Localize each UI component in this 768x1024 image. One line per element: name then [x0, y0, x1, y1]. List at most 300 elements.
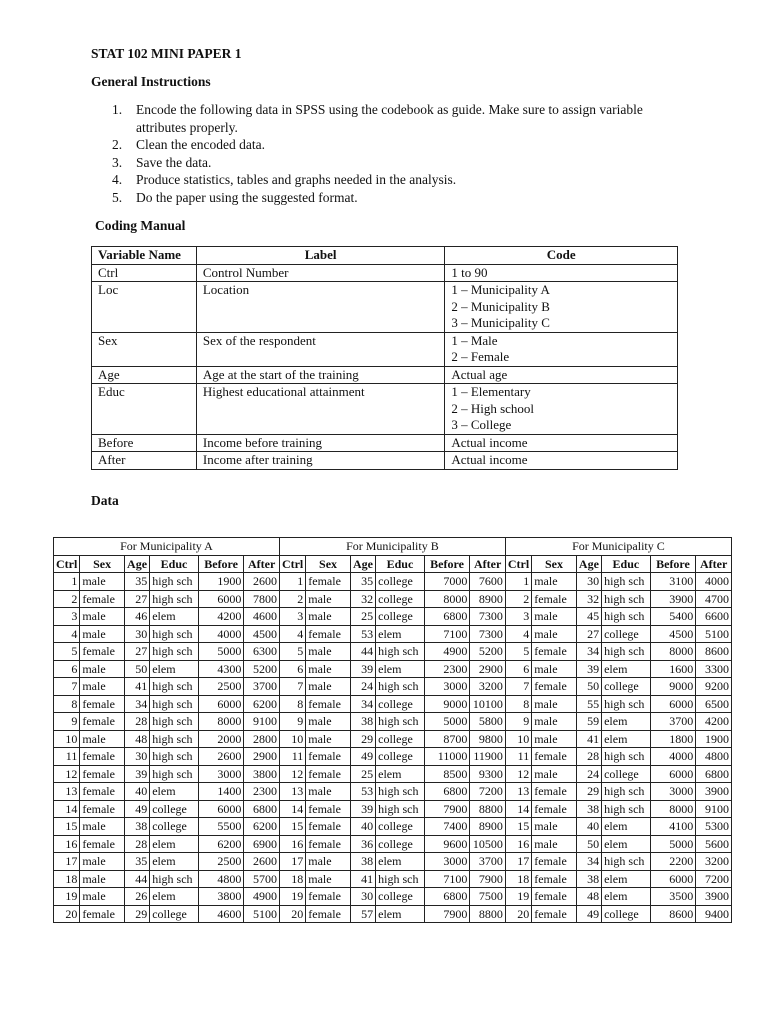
codebook-row — [92, 452, 678, 470]
table-row — [54, 783, 732, 801]
table-cell: 5200 — [470, 643, 506, 661]
table-cell: 38 — [576, 870, 601, 888]
table-cell: 10 — [54, 730, 80, 748]
table-cell: 4600 — [198, 905, 244, 923]
table-cell: female — [80, 695, 125, 713]
code-line: 1 to 90 — [451, 264, 488, 280]
table-cell: 10 — [279, 730, 305, 748]
table-cell: 2 — [279, 590, 305, 608]
table-cell: 5100 — [244, 905, 280, 923]
column-header: Age — [124, 555, 149, 573]
table-cell: 8 — [279, 695, 305, 713]
table-cell: high sch — [376, 713, 425, 731]
table-cell: 18 — [505, 870, 531, 888]
table-cell: high sch — [376, 870, 425, 888]
table-cell: 53 — [350, 625, 375, 643]
table-cell: male — [306, 853, 351, 871]
table-cell: college — [376, 818, 425, 836]
table-cell: high sch — [376, 800, 425, 818]
table-cell: 7500 — [470, 888, 506, 906]
code-line: 1 – Male — [451, 332, 498, 348]
table-cell: 7100 — [424, 870, 470, 888]
table-cell: male — [80, 853, 125, 871]
table-cell: 14 — [505, 800, 531, 818]
variable-name: Before — [92, 434, 197, 452]
table-row — [54, 905, 732, 923]
table-cell: college — [376, 590, 425, 608]
table-cell: 8800 — [470, 800, 506, 818]
table-cell: 20 — [279, 905, 305, 923]
table-row — [54, 853, 732, 871]
table-cell: elem — [150, 853, 199, 871]
table-cell: male — [306, 643, 351, 661]
table-cell: 11000 — [424, 748, 470, 766]
table-cell: male — [532, 835, 577, 853]
table-cell: 7600 — [470, 573, 506, 591]
table-cell: 4200 — [696, 713, 732, 731]
table-cell: 4800 — [198, 870, 244, 888]
table-cell: 1900 — [696, 730, 732, 748]
column-header: Age — [576, 555, 601, 573]
table-row — [54, 608, 732, 626]
table-cell: 2500 — [198, 853, 244, 871]
table-cell: 5500 — [198, 818, 244, 836]
column-header: Ctrl — [54, 555, 80, 573]
table-cell: 16 — [54, 835, 80, 853]
table-cell: male — [80, 818, 125, 836]
table-cell: high sch — [376, 783, 425, 801]
table-cell: 7800 — [244, 590, 280, 608]
table-cell: 9300 — [470, 765, 506, 783]
table-row — [54, 870, 732, 888]
table-cell: 1800 — [650, 730, 696, 748]
table-cell: high sch — [602, 573, 651, 591]
table-cell: 5 — [279, 643, 305, 661]
table-cell: 3500 — [650, 888, 696, 906]
table-cell: 4800 — [696, 748, 732, 766]
table-cell: 34 — [576, 853, 601, 871]
code-line: 3 – Municipality C — [451, 315, 550, 330]
instruction-item — [112, 154, 682, 172]
table-cell: 39 — [576, 660, 601, 678]
table-cell: 3300 — [696, 660, 732, 678]
table-cell: female — [80, 905, 125, 923]
table-cell: female — [532, 643, 577, 661]
table-cell: high sch — [602, 853, 651, 871]
table-cell: 5000 — [198, 643, 244, 661]
table-cell: high sch — [150, 625, 199, 643]
table-cell: male — [306, 730, 351, 748]
table-cell: female — [532, 783, 577, 801]
page-title: STAT 102 MINI PAPER 1 — [91, 46, 242, 61]
table-cell: female — [532, 678, 577, 696]
variable-label: Highest educational attainment — [196, 384, 444, 435]
table-row — [54, 573, 732, 591]
table-cell: male — [80, 730, 125, 748]
table-cell: 10 — [505, 730, 531, 748]
table-cell: elem — [602, 660, 651, 678]
table-cell: 5 — [505, 643, 531, 661]
table-cell: 55 — [576, 695, 601, 713]
table-cell: female — [532, 888, 577, 906]
table-cell: 6 — [505, 660, 531, 678]
table-cell: 32 — [350, 590, 375, 608]
table-cell: 6800 — [424, 608, 470, 626]
table-cell: 9 — [505, 713, 531, 731]
table-cell: 5000 — [650, 835, 696, 853]
table-cell: 7300 — [470, 625, 506, 643]
table-cell: 7900 — [424, 905, 470, 923]
table-cell: 8000 — [424, 590, 470, 608]
table-cell: high sch — [602, 783, 651, 801]
table-cell: 35 — [124, 573, 149, 591]
table-cell: 3000 — [198, 765, 244, 783]
table-cell: 1400 — [198, 783, 244, 801]
table-cell: male — [532, 765, 577, 783]
table-cell: college — [602, 625, 651, 643]
instructions-list — [112, 101, 682, 206]
codebook-table — [91, 246, 678, 470]
table-cell: 3800 — [244, 765, 280, 783]
table-row — [54, 695, 732, 713]
table-cell: 8000 — [650, 643, 696, 661]
table-row — [54, 800, 732, 818]
instruction-item — [112, 136, 682, 154]
table-cell: high sch — [602, 608, 651, 626]
variable-name: Loc — [92, 282, 197, 333]
instruction-text: Clean the encoded data. — [136, 137, 265, 152]
table-cell: 3 — [505, 608, 531, 626]
variable-name: Age — [92, 366, 197, 384]
table-cell: 11 — [54, 748, 80, 766]
table-cell: male — [306, 678, 351, 696]
table-cell: male — [532, 625, 577, 643]
table-cell: 9200 — [696, 678, 732, 696]
data-heading: Data — [91, 493, 119, 508]
table-cell: female — [80, 590, 125, 608]
table-cell: 38 — [350, 713, 375, 731]
table-cell: male — [532, 660, 577, 678]
table-cell: male — [80, 660, 125, 678]
table-cell: 2000 — [198, 730, 244, 748]
table-cell: 9100 — [696, 800, 732, 818]
table-cell: college — [602, 678, 651, 696]
column-header: Label — [196, 247, 444, 265]
table-cell: elem — [150, 660, 199, 678]
table-cell: 4300 — [198, 660, 244, 678]
table-cell: 9 — [54, 713, 80, 731]
table-cell: 4100 — [650, 818, 696, 836]
table-cell: 2500 — [198, 678, 244, 696]
table-cell: 6200 — [198, 835, 244, 853]
table-cell: 3000 — [424, 678, 470, 696]
table-cell: 9400 — [696, 905, 732, 923]
variable-code — [445, 434, 678, 452]
codebook-row — [92, 264, 678, 282]
table-cell: high sch — [150, 573, 199, 591]
table-cell: female — [80, 748, 125, 766]
table-cell: 9600 — [424, 835, 470, 853]
table-cell: elem — [150, 608, 199, 626]
table-cell: 12 — [54, 765, 80, 783]
table-cell: 2900 — [470, 660, 506, 678]
table-cell: 5000 — [424, 713, 470, 731]
table-cell: 2 — [505, 590, 531, 608]
table-cell: 34 — [124, 695, 149, 713]
table-cell: female — [306, 573, 351, 591]
table-cell: 45 — [576, 608, 601, 626]
table-cell: male — [532, 730, 577, 748]
instruction-number: 3. — [112, 154, 123, 170]
table-cell: 9000 — [650, 678, 696, 696]
table-cell: 48 — [124, 730, 149, 748]
table-cell: 1 — [279, 573, 305, 591]
table-cell: 12 — [505, 765, 531, 783]
table-cell: female — [306, 695, 351, 713]
table-cell: 59 — [576, 713, 601, 731]
table-cell: 11900 — [470, 748, 506, 766]
table-cell: male — [80, 625, 125, 643]
table-cell: male — [306, 783, 351, 801]
table-cell: 24 — [576, 765, 601, 783]
table-cell: 30 — [576, 573, 601, 591]
table-cell: 19 — [505, 888, 531, 906]
table-cell: 6000 — [650, 765, 696, 783]
table-cell: 9 — [279, 713, 305, 731]
table-cell: elem — [376, 853, 425, 871]
column-header: Ctrl — [505, 555, 531, 573]
table-cell: 5400 — [650, 608, 696, 626]
table-cell: 50 — [124, 660, 149, 678]
table-cell: 49 — [124, 800, 149, 818]
table-cell: 53 — [350, 783, 375, 801]
table-cell: 9800 — [470, 730, 506, 748]
table-cell: 6200 — [244, 695, 280, 713]
table-row — [54, 765, 732, 783]
table-row — [54, 590, 732, 608]
table-cell: elem — [376, 660, 425, 678]
code-line: 2 – High school — [451, 400, 535, 416]
table-cell: college — [602, 905, 651, 923]
table-cell: 4000 — [696, 573, 732, 591]
table-cell: 4 — [54, 625, 80, 643]
table-cell: high sch — [150, 748, 199, 766]
table-cell: 3 — [54, 608, 80, 626]
table-cell: female — [532, 905, 577, 923]
table-cell: high sch — [602, 643, 651, 661]
table-cell: male — [80, 608, 125, 626]
table-cell: 41 — [576, 730, 601, 748]
table-row — [54, 888, 732, 906]
table-cell: 20 — [54, 905, 80, 923]
table-cell: elem — [602, 870, 651, 888]
table-cell: high sch — [602, 800, 651, 818]
table-cell: elem — [150, 783, 199, 801]
table-cell: male — [80, 888, 125, 906]
table-cell: 4500 — [244, 625, 280, 643]
variable-label: Income before training — [196, 434, 444, 452]
table-cell: female — [80, 643, 125, 661]
table-cell: 4200 — [198, 608, 244, 626]
table-cell: 12 — [279, 765, 305, 783]
table-cell: 2600 — [198, 748, 244, 766]
table-cell: 3800 — [198, 888, 244, 906]
table-cell: 6000 — [650, 870, 696, 888]
instruction-text: Do the paper using the suggested format. — [136, 189, 358, 205]
table-cell: 8500 — [424, 765, 470, 783]
data-table — [53, 537, 732, 923]
instruction-text: Encode the following data in SPSS using the codebook as guide. Make sure to assign variable attributes properly. — [136, 102, 643, 135]
table-cell: 6800 — [424, 783, 470, 801]
table-cell: 4900 — [244, 888, 280, 906]
table-cell: 5 — [54, 643, 80, 661]
table-cell: 6800 — [244, 800, 280, 818]
table-cell: 8 — [54, 695, 80, 713]
table-cell: 4900 — [424, 643, 470, 661]
table-cell: 44 — [124, 870, 149, 888]
table-cell: male — [80, 573, 125, 591]
table-cell: 8600 — [650, 905, 696, 923]
group-header-c: For Municipality C — [505, 538, 731, 556]
table-cell: male — [532, 573, 577, 591]
general-instructions-heading: General Instructions — [91, 74, 211, 89]
table-cell: 2600 — [244, 853, 280, 871]
instruction-number: 1. — [112, 102, 123, 117]
table-cell: 27 — [124, 590, 149, 608]
table-cell: 19 — [54, 888, 80, 906]
table-cell: high sch — [376, 643, 425, 661]
table-cell: high sch — [602, 748, 651, 766]
table-cell: 4600 — [244, 608, 280, 626]
table-cell: 28 — [576, 748, 601, 766]
table-cell: female — [532, 748, 577, 766]
table-cell: 6000 — [650, 695, 696, 713]
table-cell: 6600 — [696, 608, 732, 626]
table-cell: 2600 — [244, 573, 280, 591]
table-cell: male — [306, 608, 351, 626]
table-cell: college — [376, 608, 425, 626]
column-header: Educ — [602, 555, 651, 573]
table-cell: 4000 — [650, 748, 696, 766]
table-cell: male — [306, 870, 351, 888]
table-cell: 6 — [279, 660, 305, 678]
table-cell: 6000 — [198, 590, 244, 608]
table-cell: female — [306, 748, 351, 766]
variable-code — [445, 366, 678, 384]
variable-label: Age at the start of the training — [196, 366, 444, 384]
table-cell: 35 — [350, 573, 375, 591]
codebook-row — [92, 282, 678, 333]
column-header: Sex — [532, 555, 577, 573]
column-header-row — [54, 555, 732, 573]
table-cell: 2200 — [650, 853, 696, 871]
table-cell: 18 — [279, 870, 305, 888]
table-cell: 25 — [350, 608, 375, 626]
table-cell: high sch — [376, 678, 425, 696]
code-line: 1 – Municipality A — [451, 282, 550, 297]
column-header: Educ — [150, 555, 199, 573]
table-cell: 4 — [279, 625, 305, 643]
table-cell: 3900 — [696, 783, 732, 801]
table-cell: 3700 — [470, 853, 506, 871]
table-cell: 50 — [576, 835, 601, 853]
table-row — [54, 678, 732, 696]
table-cell: 29 — [124, 905, 149, 923]
table-cell: 7 — [505, 678, 531, 696]
table-cell: high sch — [602, 695, 651, 713]
variable-name: Educ — [92, 384, 197, 435]
table-cell: 5300 — [696, 818, 732, 836]
table-row — [54, 818, 732, 836]
table-cell: 10100 — [470, 695, 506, 713]
column-header: Before — [650, 555, 696, 573]
table-cell: 34 — [350, 695, 375, 713]
table-cell: 46 — [124, 608, 149, 626]
codebook-header-row — [92, 247, 678, 265]
table-cell: 30 — [124, 625, 149, 643]
code-line: 3 – College — [451, 417, 512, 432]
table-cell: female — [306, 765, 351, 783]
table-cell: 39 — [350, 660, 375, 678]
table-cell: 2800 — [244, 730, 280, 748]
table-cell: 11 — [279, 748, 305, 766]
table-cell: 49 — [350, 748, 375, 766]
table-cell: female — [80, 800, 125, 818]
column-header: Sex — [306, 555, 351, 573]
table-cell: 15 — [279, 818, 305, 836]
code-line: Actual income — [451, 434, 528, 450]
table-cell: 7900 — [424, 800, 470, 818]
table-cell: female — [306, 818, 351, 836]
table-cell: male — [532, 695, 577, 713]
table-cell: 50 — [576, 678, 601, 696]
table-cell: 15 — [505, 818, 531, 836]
table-cell: college — [602, 765, 651, 783]
instruction-item — [112, 171, 682, 189]
codebook-row — [92, 384, 678, 435]
table-cell: 3000 — [424, 853, 470, 871]
column-header: After — [696, 555, 732, 573]
table-cell: 28 — [124, 835, 149, 853]
table-cell: 27 — [124, 643, 149, 661]
instruction-number: 4. — [112, 172, 123, 187]
table-cell: 16 — [505, 835, 531, 853]
table-row — [54, 835, 732, 853]
table-cell: elem — [150, 835, 199, 853]
table-cell: male — [532, 818, 577, 836]
table-cell: female — [532, 590, 577, 608]
instruction-item — [112, 189, 682, 207]
variable-code — [445, 452, 678, 470]
table-cell: 38 — [124, 818, 149, 836]
column-header: Code — [445, 247, 678, 265]
code-line: Actual age — [451, 366, 508, 382]
table-cell: female — [80, 835, 125, 853]
table-cell: 28 — [124, 713, 149, 731]
table-cell: 38 — [350, 853, 375, 871]
table-cell: 24 — [350, 678, 375, 696]
table-cell: 32 — [576, 590, 601, 608]
variable-label: Sex of the respondent — [196, 332, 444, 366]
table-cell: 4000 — [198, 625, 244, 643]
codebook-row — [92, 366, 678, 384]
table-cell: elem — [150, 888, 199, 906]
table-cell: 3700 — [244, 678, 280, 696]
table-cell: 13 — [54, 783, 80, 801]
table-cell: female — [532, 800, 577, 818]
column-header: Variable Name — [92, 247, 197, 265]
table-cell: 13 — [505, 783, 531, 801]
